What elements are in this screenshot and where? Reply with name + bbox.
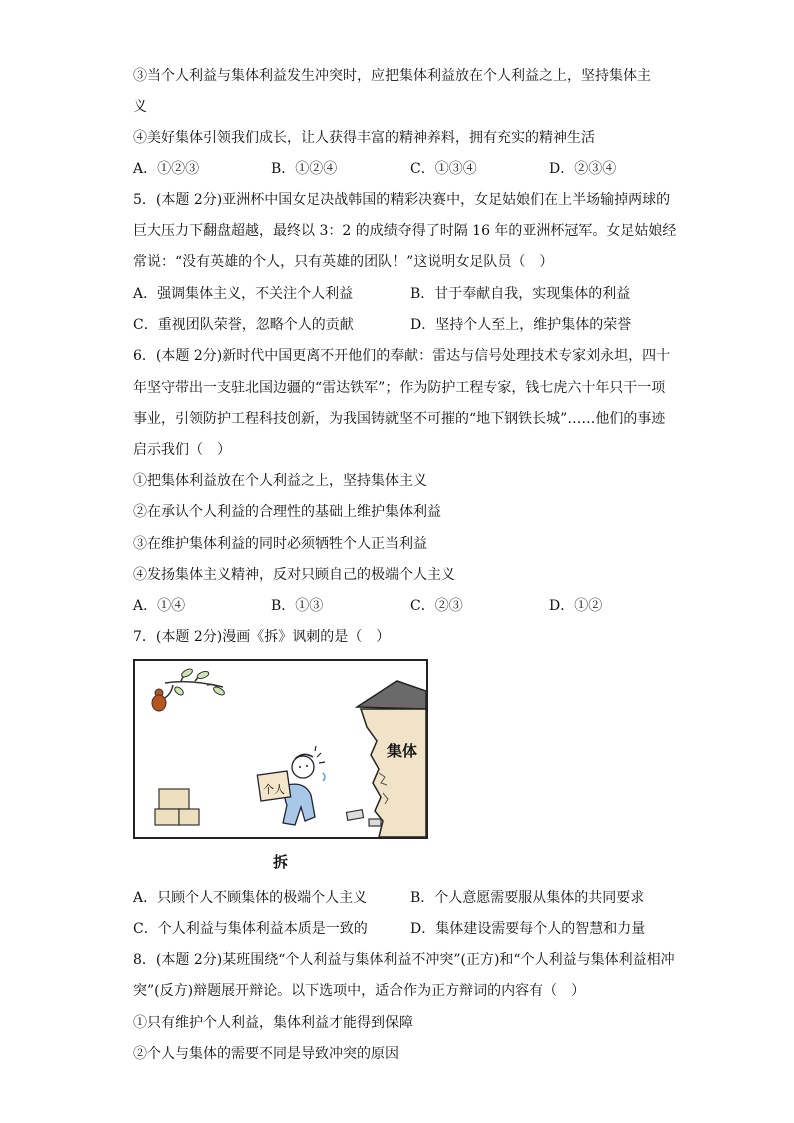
cartoon-caption: 拆 bbox=[273, 853, 289, 871]
cartoon-illustration bbox=[133, 659, 428, 839]
q7-option-a[interactable]: A．只顾个人不顾集体的极端个人主义 bbox=[133, 890, 368, 906]
q6-statement-3: ③在维护集体利益的同时必须牺牲个人正当利益 bbox=[133, 536, 427, 552]
q8-statement-2: ②个人与集体的需要不同是导致冲突的原因 bbox=[133, 1046, 399, 1062]
q4-option-d[interactable]: D．②③④ bbox=[549, 161, 617, 177]
q6-stem-line-1: 6．(本题 2分)新时代中国更离不开他们的奉献：雷达与信号处理技术专家刘永坦，四十 bbox=[133, 348, 671, 364]
house-label: 集体 bbox=[387, 743, 418, 760]
q5-stem-line-1: 5．(本题 2分)亚洲杯中国女足决战韩国的精彩决赛中，女足姑娘们在上半场输掉两球的 bbox=[133, 192, 671, 208]
branch-icon bbox=[163, 671, 223, 699]
q8-stem-line-1: 8．(本题 2分)某班围绕“个人利益与集体利益不冲突”(正方)和“个人利益与集体利益相冲 bbox=[133, 952, 675, 968]
box-label: 个人 bbox=[263, 784, 285, 796]
q4-option-a[interactable]: A．①②③ bbox=[133, 161, 200, 177]
q4-option-c[interactable]: C．①③④ bbox=[410, 161, 477, 177]
q8-stem-line-2: 突”(反方)辩题展开辩论。以下选项中，适合作为正方辩词的内容有（ ） bbox=[133, 983, 586, 999]
q6-option-a[interactable]: A．①④ bbox=[133, 598, 186, 614]
q6-statement-2: ②在承认个人利益的合理性的基础上维护集体利益 bbox=[133, 504, 441, 520]
q8-statement-1: ①只有维护个人利益，集体利益才能得到保障 bbox=[133, 1015, 413, 1031]
q6-stem-line-3: 事业，引领防护工程科技创新，为我国铸就坚不可摧的“地下钢铁长城”……他们的事迹 bbox=[133, 411, 666, 427]
q4-option-b[interactable]: B．①②④ bbox=[271, 161, 338, 177]
gourd-icon bbox=[152, 689, 166, 711]
q6-stem-line-4: 启示我们（ ） bbox=[133, 442, 231, 458]
q5-option-d[interactable]: D．坚持个人至上，维护集体的荣誉 bbox=[410, 317, 632, 333]
q6-statement-1: ①把集体利益放在个人利益之上，坚持集体主义 bbox=[133, 473, 427, 489]
q7-option-b[interactable]: B．个人意愿需要服从集体的共同要求 bbox=[410, 890, 645, 906]
person-figure bbox=[257, 746, 325, 825]
q4-statement-4: ④美好集体引领我们成长，让人获得丰富的精神养料，拥有充实的精神生活 bbox=[133, 130, 595, 146]
q6-statement-4: ④发扬集体主义精神，反对只顾自己的极端个人主义 bbox=[133, 567, 455, 583]
stacked-bricks bbox=[155, 789, 199, 825]
q6-option-c[interactable]: C．②③ bbox=[410, 598, 463, 614]
q4-statement-3: ③当个人利益与集体利益发生冲突时，应把集体利益放在个人利益之上，坚持集体主 bbox=[133, 68, 651, 84]
q6-stem-line-2: 年坚守带出一支驻北国边疆的“雷达铁军”；作为防护工程专家，钱七虎六十年只干一项 bbox=[133, 380, 666, 396]
q7-option-d[interactable]: D．集体建设需要每个人的智慧和力量 bbox=[410, 921, 646, 937]
q6-option-b[interactable]: B．①③ bbox=[271, 598, 324, 614]
q5-option-a[interactable]: A．强调集体主义，不关注个人利益 bbox=[133, 286, 354, 302]
q6-option-d[interactable]: D．①② bbox=[549, 598, 603, 614]
q7-option-c[interactable]: C．个人利益与集体利益本质是一致的 bbox=[133, 921, 368, 937]
collective-house bbox=[357, 681, 426, 837]
q7-stem: 7．(本题 2分)漫画《拆》讽刺的是（ ） bbox=[133, 629, 391, 645]
q5-stem-line-3: 常说：“没有英雄的个人，只有英雄的团队！”这说明女足队员（ ） bbox=[133, 254, 554, 270]
q5-stem-line-2: 巨大压力下翻盘超越，最终以 3：2 的成绩夺得了时隔 16 年的亚洲杯冠军。女足姑娘经 bbox=[133, 223, 677, 239]
q4-statement-3-cont: 义 bbox=[133, 99, 147, 115]
q5-option-b[interactable]: B．甘于奉献自我，实现集体的利益 bbox=[410, 286, 631, 302]
cartoon-drawing bbox=[135, 661, 426, 837]
q5-option-c[interactable]: C．重视团队荣誉，忽略个人的贡献 bbox=[133, 317, 354, 333]
